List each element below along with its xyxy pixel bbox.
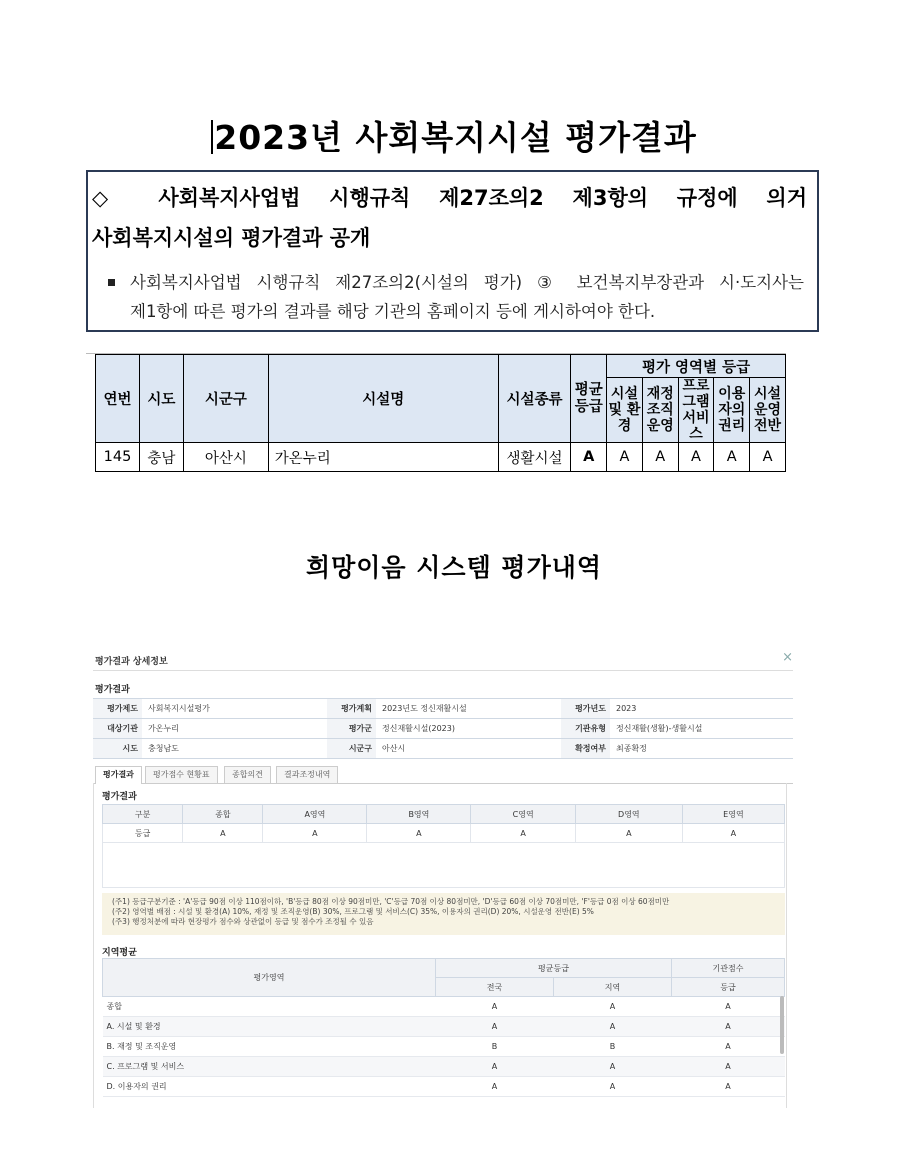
close-icon[interactable]: × (782, 650, 793, 665)
regional-cell: 종합 (103, 997, 436, 1017)
document-title-text: 2023년 사회복지시설 평가결과 (214, 118, 697, 157)
table-row (103, 1017, 785, 1037)
col-facility-type: 시설종류 (498, 355, 571, 443)
regional-cell: A (672, 1037, 785, 1057)
regional-cell: A (436, 997, 554, 1017)
result-header: E영역 (682, 805, 784, 824)
info-value: 2023 (610, 699, 793, 719)
document-title (0, 112, 908, 159)
cell-area-2: A (642, 443, 678, 472)
info-value: 2023년도 정신재활시설 (376, 699, 561, 719)
notice-heading-line2: 사회복지시설의 평가결과 공개 (92, 226, 371, 250)
col-sido: 시도 (139, 355, 183, 443)
table-row (93, 699, 793, 719)
notice-bullet-line2: 제1항에 따른 평가의 결과를 해당 기관의 홈페이지 등에 게시하여야 한다. (130, 302, 656, 321)
info-value: 가온누리 (142, 719, 327, 739)
result-heading: 평가결과 (102, 792, 137, 802)
info-value: 충청남도 (142, 739, 327, 759)
embedded-screenshot (93, 648, 793, 1108)
result-table (102, 804, 785, 843)
col-area-group: 평가 영역별 등급 (607, 355, 786, 378)
result-cell: A (575, 824, 682, 843)
result-cell: A (367, 824, 471, 843)
regional-cell: A (554, 1077, 672, 1097)
info-key: 평가제도 (93, 699, 142, 719)
regional-cell: B. 재정 및 조직운영 (103, 1037, 436, 1057)
notice-bullet (108, 268, 804, 326)
result-header: B영역 (367, 805, 471, 824)
info-value: 정신재활시설(2023) (376, 719, 561, 739)
col-sigungu: 시군구 (183, 355, 268, 443)
note-line: (주1) 등급구분기준 : 'A'등급 90점 이상 110점이하, 'B'등급 80점 이상 90점미만, 'C'등급 70점 이상 80점미만, 'D'등급 60점 이상 70점미만, 'F'등급 0점 이상 60점미만 (112, 897, 670, 906)
regional-cell: A (436, 1077, 554, 1097)
result-header: D영역 (575, 805, 682, 824)
notice-bullet-line1: 사회복지사업법 시행규칙 제27조의2(시설의 평가) ③ 보건복지부장관과 시·도지사는 (130, 273, 804, 292)
dialog-title: 평가결과 상세정보 (95, 657, 168, 667)
info-key: 기관유형 (561, 719, 610, 739)
result-header: 구분 (103, 805, 183, 824)
note-line: (주2) 영역별 배점 : 시설 및 환경(A) 10%, 재정 및 조직운영(B) 30%, 프로그램 및 서비스(C) 35%, 이용자의 권리(D) 20%, 시설운영 전반(E) 5% (112, 907, 594, 916)
info-key: 평가군 (327, 719, 376, 739)
info-table (93, 698, 793, 759)
notes-box (102, 893, 785, 935)
info-key: 평가년도 (561, 699, 610, 719)
table-row (103, 1077, 785, 1097)
regional-cell: A (554, 1017, 672, 1037)
info-value: 사회복지시설평가 (142, 699, 327, 719)
col-facility-name: 시설명 (268, 355, 498, 443)
table-row (103, 997, 785, 1017)
cell-facility-type: 생활시설 (498, 443, 571, 472)
grade-table (95, 354, 786, 472)
table-row (96, 443, 786, 472)
col-area-2: 재정 조직 운영 (642, 378, 678, 443)
regional-cell: A (554, 997, 672, 1017)
regional-heading: 지역평균 (102, 948, 137, 958)
regional-header: 지역 (554, 978, 672, 997)
regional-cell: A (554, 1057, 672, 1077)
regional-header: 전국 (436, 978, 554, 997)
table-row (93, 719, 793, 739)
info-key: 확정여부 (561, 739, 610, 759)
cell-avg-grade: A (571, 443, 607, 472)
bullet-square-icon (108, 279, 115, 286)
regional-cell: B (436, 1037, 554, 1057)
info-key: 대상기관 (93, 719, 142, 739)
tab-overall-opinion[interactable]: 종합의견 (224, 766, 271, 783)
tab-adjustment-history[interactable]: 결과조정내역 (276, 766, 338, 783)
cell-area-4: A (714, 443, 750, 472)
result-cell: A (183, 824, 263, 843)
regional-header: 기관점수 (672, 959, 785, 978)
regional-cell: A (672, 997, 785, 1017)
notice-heading-line1: ◇ 사회복지사업법 시행규칙 제27조의2 제3항의 규정에 의거 (92, 186, 807, 210)
result-cell: A (471, 824, 575, 843)
col-area-1: 시설 및 환경 (607, 378, 643, 443)
info-key: 시군구 (327, 739, 376, 759)
result-header: C영역 (471, 805, 575, 824)
col-area-3: 프로그램 서비스 (678, 378, 714, 443)
regional-cell: A (672, 1057, 785, 1077)
regional-cell: A (672, 1017, 785, 1037)
table-row (103, 1057, 785, 1077)
col-area-5: 시설 운영 전반 (750, 378, 786, 443)
cell-sigungu: 아산시 (183, 443, 268, 472)
tab-result[interactable]: 평가결과 (95, 766, 142, 784)
info-key: 시도 (93, 739, 142, 759)
section-result-title: 평가결과 (95, 685, 130, 695)
regional-header: 등급 (672, 978, 785, 997)
result-cell: 등급 (103, 824, 183, 843)
regional-cell: C. 프로그램 및 서비스 (103, 1057, 436, 1077)
regional-table (102, 958, 785, 1097)
result-empty-area (102, 842, 785, 888)
cell-facility-name: 가온누리 (268, 443, 498, 472)
regional-cell: A (672, 1077, 785, 1097)
tab-score-status[interactable]: 평가점수 현황표 (145, 766, 218, 783)
cell-area-5: A (750, 443, 786, 472)
vertical-scrollbar[interactable] (780, 996, 784, 1054)
info-value: 아산시 (376, 739, 561, 759)
result-cell: A (682, 824, 784, 843)
col-no: 연번 (96, 355, 140, 443)
notice-box (86, 170, 819, 332)
regional-cell: D. 이용자의 권리 (103, 1077, 436, 1097)
regional-cell: A. 시설 및 환경 (103, 1017, 436, 1037)
info-key: 평가계획 (327, 699, 376, 719)
table-row (103, 805, 785, 824)
col-avg-grade: 평균등급 (571, 355, 607, 443)
regional-header: 평균등급 (436, 959, 672, 978)
system-title: 희망이음 시스템 평가내역 (305, 553, 603, 582)
tab-content (93, 783, 787, 1108)
cell-sido: 충남 (139, 443, 183, 472)
regional-cell: B (554, 1037, 672, 1057)
result-header: A영역 (263, 805, 367, 824)
tab-bar (93, 766, 793, 784)
text-cursor (211, 120, 213, 154)
cell-no: 145 (96, 443, 140, 472)
cell-area-1: A (607, 443, 643, 472)
regional-cell: A (436, 1017, 554, 1037)
table-row (93, 739, 793, 759)
regional-cell: A (436, 1057, 554, 1077)
result-cell: A (263, 824, 367, 843)
note-line: (주3) 행정처분에 따라 현장평가 점수와 상관없이 등급 및 점수가 조정될 수 있음 (112, 917, 374, 926)
dialog-title-bar (93, 648, 793, 671)
result-header: 종합 (183, 805, 263, 824)
table-row (103, 824, 785, 843)
info-value: 최종확정 (610, 739, 793, 759)
regional-header: 평가영역 (103, 959, 436, 997)
cell-area-3: A (678, 443, 714, 472)
table-row (103, 1037, 785, 1057)
table-row (103, 959, 785, 978)
info-value: 정신재활(생활)-생활시설 (610, 719, 793, 739)
col-area-4: 이용자의 권리 (714, 378, 750, 443)
